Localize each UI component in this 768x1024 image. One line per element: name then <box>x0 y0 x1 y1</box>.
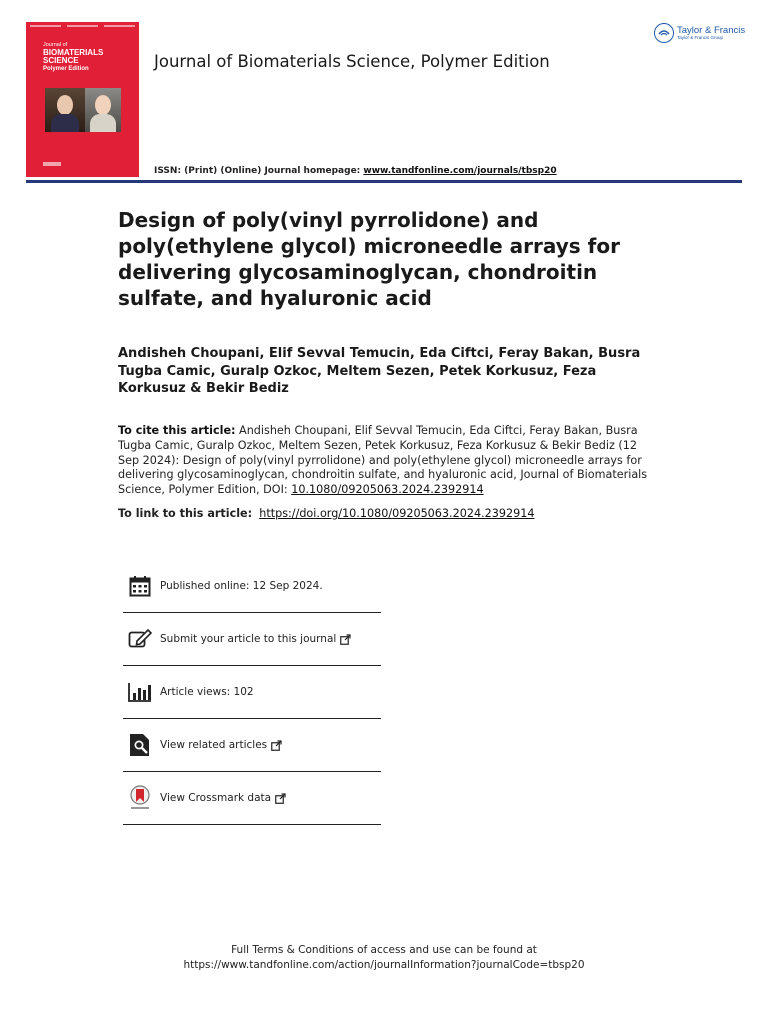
article-doi-url[interactable]: https://doi.org/10.1080/09205063.2024.2392914 <box>259 507 535 520</box>
article-link-label: To link to this article: <box>118 507 253 520</box>
cover-title-line4: Polymer Edition <box>43 65 89 72</box>
issn-line <box>154 166 557 176</box>
cover-title-line2: BIOMATERIALS <box>43 47 104 57</box>
publisher-logo <box>654 23 745 43</box>
citation-label: To cite this article: <box>118 424 236 437</box>
citation-text: Andisheh Choupani, Elif Sevval Temucin, Eda Ciftci, Feray Bakan, Busra Tugba Camic, Guralp Ozkoc, Meltem Sezen, Petek Korkusuz, Feza Korkusuz & Bekir Bediz (12 Sep 2024): Design of poly(vinyl pyrrolidone) and poly(ethylene glycol) microneedle arrays for delivering glycosaminoglycan, chondroitin sulfate, and hyaluronic acid, Journal of Biomaterials Science, Polymer Edition, DOI: <box>118 424 648 497</box>
citation-doi-link[interactable]: 10.1080/09205063.2024.2392914 <box>291 483 484 497</box>
search-document-icon <box>128 733 152 757</box>
journal-title: Journal of Biomaterials Science, Polymer Edition <box>154 52 550 71</box>
header-divider <box>26 180 742 183</box>
crossmark-row[interactable] <box>123 772 381 825</box>
cover-photo-right <box>85 88 121 132</box>
published-date-text: Published online: 12 Sep 2024. <box>160 580 323 592</box>
submit-article-row[interactable] <box>123 613 381 666</box>
journal-homepage-link[interactable]: www.tandfonline.com/journals/tbsp20 <box>363 166 557 176</box>
citation-block <box>118 424 658 498</box>
article-views-text: Article views: 102 <box>160 686 254 698</box>
article-authors: Andisheh Choupani, Elif Sevval Temucin, Eda Ciftci, Feray Bakan, Busra Tugba Camic, Guralp Ozkoc, Meltem Sezen, Petek Korkusuz, Feza Korkusuz & Bekir Bediz <box>118 346 641 396</box>
publisher-group: Taylor & Francis Group <box>677 35 724 41</box>
cover-top-strip <box>30 25 135 29</box>
taylor-francis-icon <box>654 23 674 43</box>
article-info-list <box>123 560 381 825</box>
journal-cover-image <box>26 22 139 177</box>
article-views-row <box>123 666 381 719</box>
bar-chart-icon <box>128 680 152 704</box>
related-articles-row[interactable] <box>123 719 381 772</box>
submit-article-link[interactable]: Submit your article to this journal <box>160 633 337 645</box>
cover-title <box>43 43 103 72</box>
terms-footer <box>0 943 768 972</box>
published-row <box>123 560 381 613</box>
article-link-line <box>118 507 534 520</box>
calendar-icon <box>128 574 152 598</box>
external-link-icon <box>340 634 351 645</box>
cover-title-line3: SCIENCE <box>43 55 79 65</box>
external-link-icon <box>275 793 286 804</box>
crossmark-link[interactable]: View Crossmark data <box>160 792 272 804</box>
publisher-name: Taylor & Francis <box>677 24 746 36</box>
external-link-icon <box>271 740 282 751</box>
article-title: Design of poly(vinyl pyrrolidone) and poly(ethylene glycol) microneedle arrays for delivering glycosaminoglycan, chondroitin sulfate, and hyaluronic acid <box>118 208 620 310</box>
edit-icon <box>128 627 152 651</box>
terms-footer-line1: Full Terms & Conditions of access and use can be found at <box>231 944 537 956</box>
issn-text: ISSN: (Print) (Online) Journal homepage: <box>154 166 364 176</box>
related-articles-link[interactable]: View related articles <box>160 739 268 751</box>
terms-footer-url[interactable]: https://www.tandfonline.com/action/journalInformation?journalCode=tbsp20 <box>183 958 585 971</box>
cover-photo-left <box>45 88 85 132</box>
cover-publisher-mark <box>43 162 61 166</box>
crossmark-icon <box>128 786 152 810</box>
cover-title-line1: Journal of <box>43 42 68 48</box>
